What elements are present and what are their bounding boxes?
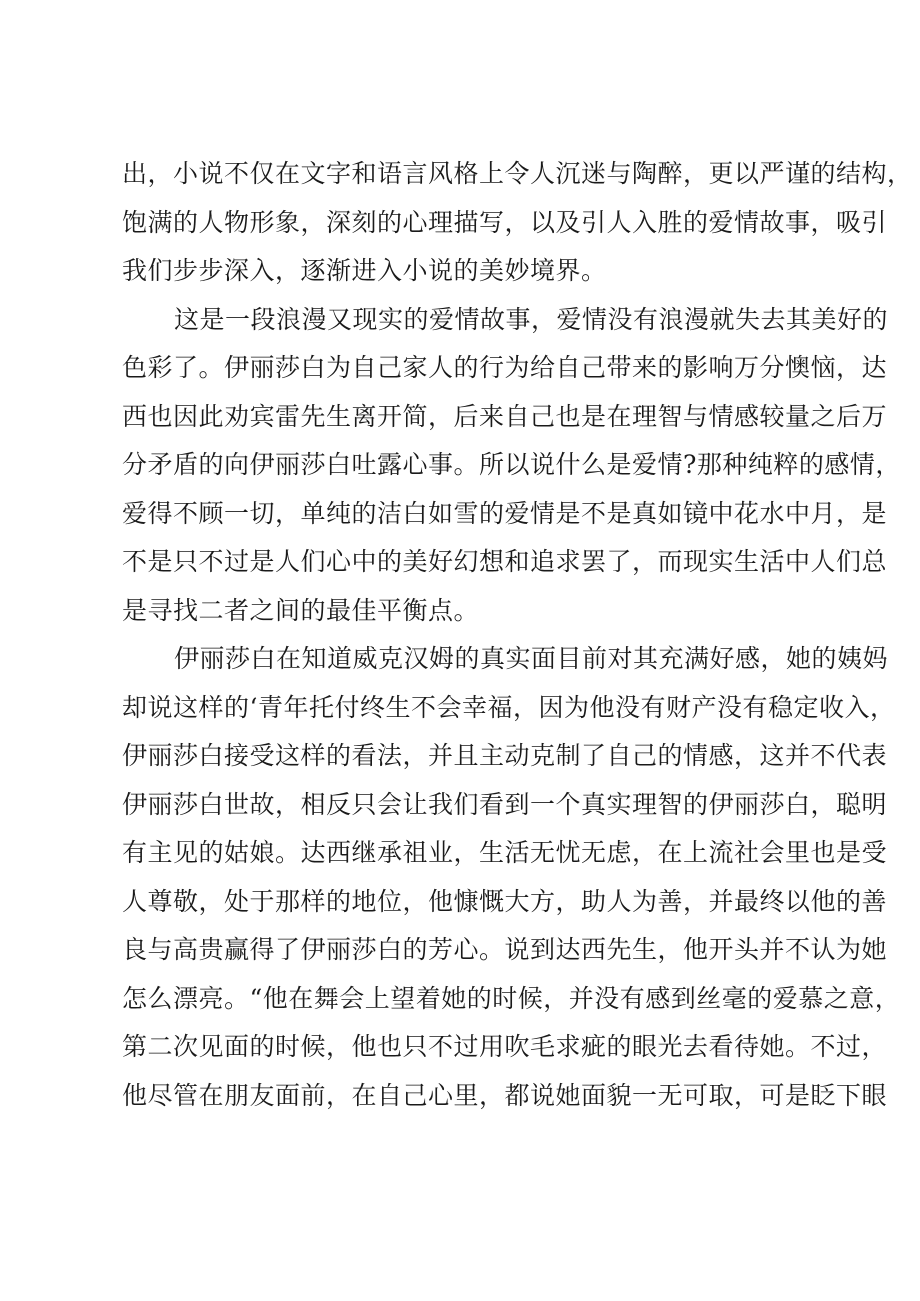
text-line: 人尊敬，处于那样的地位，他慷慨大方，助人为善，并最终以他的善 (122, 886, 888, 916)
text-line: 第二次见面的时候，他也只不过用吹毛求疵的眼光去看待她。不过， (122, 1032, 888, 1061)
text-line: 他尽管在朋友面前，在自己心里，都说她面貌一无可取，可是眨下眼 (122, 1080, 888, 1110)
text-line: 有主见的姑娘。达西继承祖业，生活无忧无虑，在上流社会里也是受 (122, 838, 888, 867)
text-line: 爱得不顾一切，单纯的洁白如雪的爱情是不是真如镜中花水中月，是 (122, 498, 888, 528)
text-line: 怎么漂亮。“他在舞会上望着她的时候，并没有感到丝毫的爱慕之意， (122, 983, 901, 1013)
text-line: 分矛盾的向伊丽莎白吐露心事。所以说什么是爱情?那种纯粹的感情， (122, 450, 901, 479)
text-line: 饱满的人物形象，深刻的心理描写，以及引人入胜的爱情故事，吸引 (122, 207, 888, 237)
text-line: 伊丽莎白接受这样的看法，并且主动克制了自己的情感，这并不代表 (122, 741, 888, 770)
text-line: 却说这样的‘青年托付终生不会幸福，因为他没有财产没有稳定收入， (122, 692, 896, 722)
paragraph-first-line: 伊丽莎白在知道威克汉姆的真实面目前对其充满好感，她的姨妈 (174, 644, 889, 673)
text-line: 西也因此劝宾雷先生离开简，后来自己也是在理智与情感较量之后万 (122, 401, 888, 431)
text-line: 我们步步深入，逐渐进入小说的美妙境界。 (122, 256, 607, 285)
paragraph-first-line: 这是一段浪漫又现实的爱情故事，爱情没有浪漫就失去其美好的 (174, 304, 889, 334)
text-line: 良与高贵赢得了伊丽莎白的芳心。说到达西先生，他开头并不认为她 (122, 935, 888, 964)
text-line: 色彩了。伊丽莎白为自己家人的行为给自己带来的影响万分懊恼，达 (122, 353, 888, 382)
text-line: 出，小说不仅在文字和语言风格上令人沉迷与陶醉，更以严谨的结构， (122, 159, 913, 188)
text-line: 伊丽莎白世故，相反只会让我们看到一个真实理智的伊丽莎白，聪明 (122, 789, 888, 819)
text-line: 是寻找二者之间的最佳平衡点。 (122, 595, 480, 625)
body-text (122, 150, 913, 1120)
text-line: 不是只不过是人们心中的美好幻想和追求罢了，而现实生活中人们总 (122, 547, 888, 576)
